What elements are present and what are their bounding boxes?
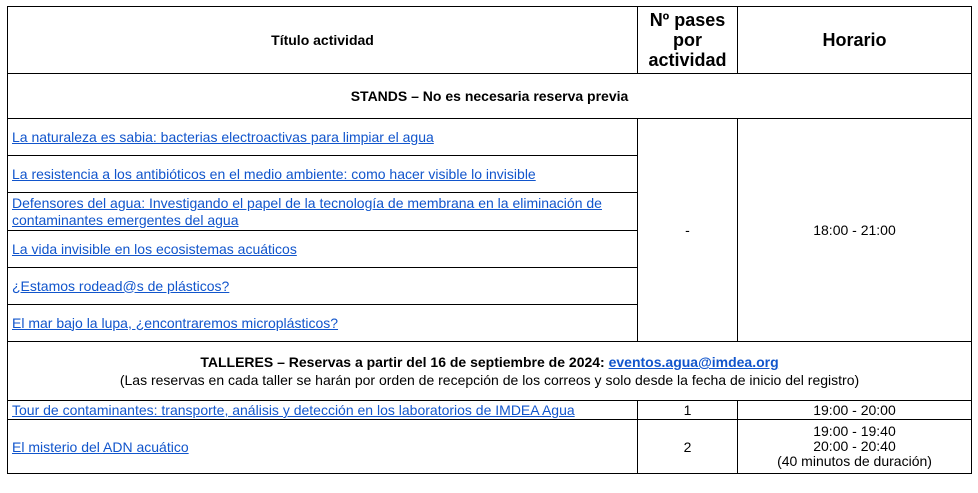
talleres-heading — [12, 353, 967, 371]
header-passes-line: actividad — [648, 50, 727, 70]
taller-passes: 2 — [638, 420, 738, 474]
header-passes-line: por — [673, 30, 702, 50]
taller-title-cell — [8, 401, 638, 420]
talleres-section-title: TALLERES – Reservas a partir del 16 de septiembre de 2024: — [200, 354, 609, 370]
stand-link[interactable]: La resistencia a los antibióticos en el medio ambiente: como hacer visible lo invisible — [12, 165, 536, 182]
taller-link[interactable]: El misterio del ADN acuático — [12, 438, 189, 455]
talleres-note: (Las reservas en cada taller se harán por orden de recepción de los correos y solo desde la fecha de inicio del registro) — [119, 372, 860, 388]
header-row — [8, 7, 972, 74]
stand-link[interactable]: La vida invisible en los ecosistemas acuáticos — [12, 240, 297, 257]
stand-link[interactable]: ¿Estamos rodead@s de plásticos? — [12, 277, 230, 294]
taller-passes: 1 — [638, 401, 738, 420]
stand-link[interactable]: El mar bajo la lupa, ¿encontraremos microplásticos? — [12, 314, 339, 331]
taller-link[interactable]: Tour de contaminantes: transporte, análisis y detección en los laboratorios de IMDEA Agua — [12, 402, 575, 418]
stands-passes: - — [638, 119, 738, 342]
header-schedule: Horario — [738, 7, 972, 74]
stand-row — [8, 119, 972, 156]
stand-title-cell — [8, 119, 638, 156]
activities-table — [7, 6, 972, 474]
stand-link[interactable]: La naturaleza es sabia: bacterias electroactivas para limpiar el agua — [12, 128, 434, 145]
stand-title-cell — [8, 231, 638, 268]
taller-title-cell — [8, 420, 638, 474]
stand-title-cell — [8, 193, 638, 231]
taller-row — [8, 401, 972, 420]
stand-title-cell — [8, 305, 638, 342]
stand-link[interactable]: Defensores del agua: Investigando el papel de la tecnología de membrana en la eliminación de contaminantes emergentes del agua — [12, 194, 602, 228]
talleres-section-row — [8, 342, 972, 401]
header-title-activity: Título actividad — [8, 7, 638, 74]
taller-schedule-line: 19:00 - 19:40 — [813, 423, 896, 439]
header-passes — [638, 7, 738, 74]
taller-row — [8, 420, 972, 474]
header-passes-line: Nº pases — [649, 10, 726, 30]
taller-schedule: 19:00 - 20:00 — [738, 401, 972, 420]
taller-schedule-line: 20:00 - 20:40 — [813, 438, 896, 454]
stands-schedule: 18:00 - 21:00 — [738, 119, 972, 342]
taller-schedule — [738, 420, 972, 474]
taller-schedule-line: (40 minutos de duración) — [777, 453, 932, 469]
stand-title-cell — [8, 156, 638, 193]
stand-title-cell — [8, 268, 638, 305]
talleres-email-link[interactable]: eventos.agua@imdea.org — [608, 354, 779, 370]
stands-section-title: STANDS – No es necesaria reserva previa — [8, 74, 972, 119]
stands-section-row — [8, 74, 972, 119]
talleres-section-cell — [8, 342, 972, 401]
